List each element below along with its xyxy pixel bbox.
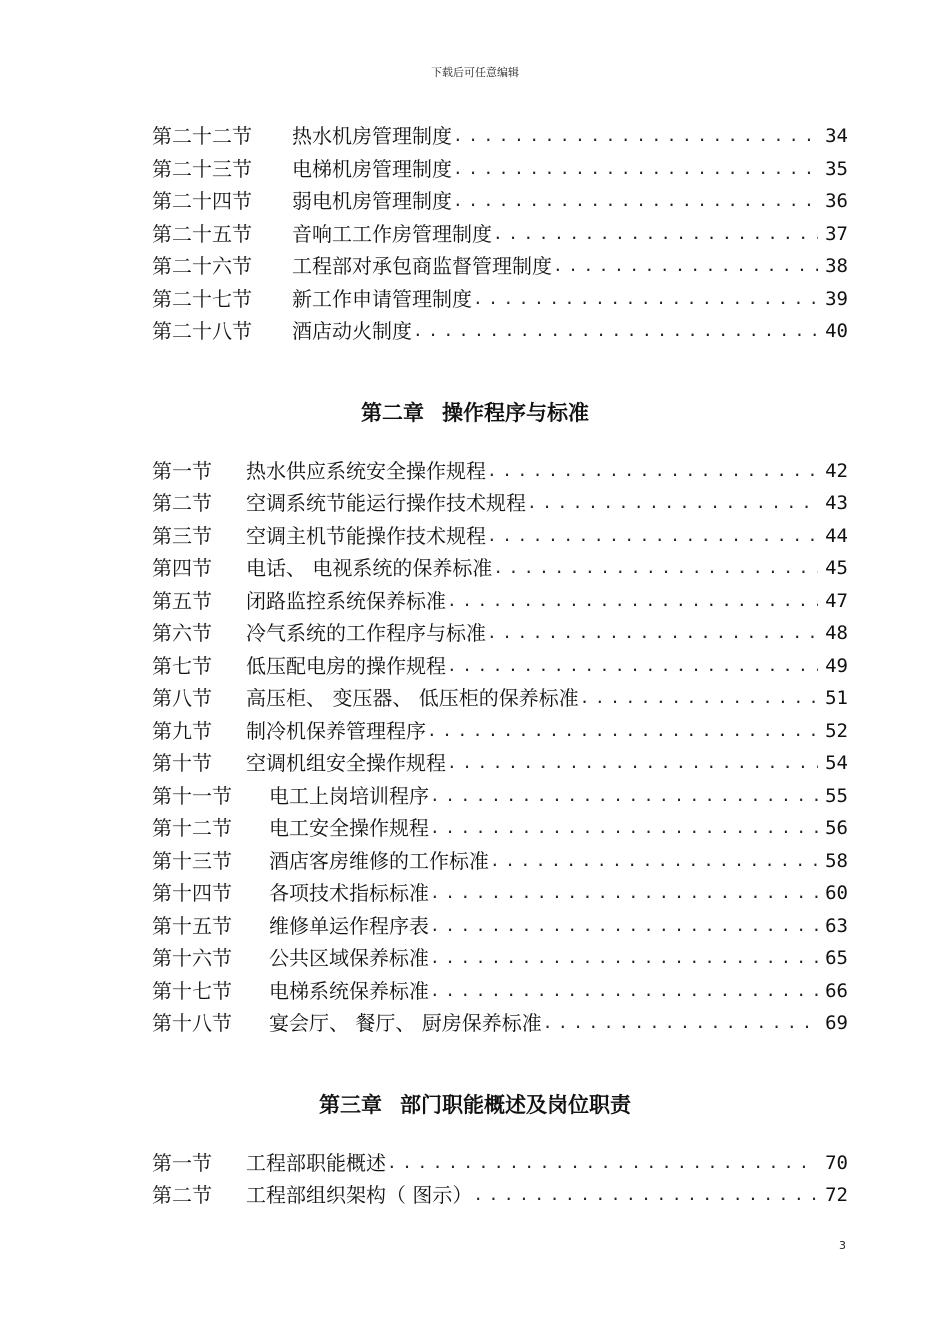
section-title: 工程部职能概述 (246, 1151, 386, 1175)
page-number: 38 (825, 255, 848, 277)
section-number: 第十三节 (152, 849, 232, 873)
dot-leader (386, 1149, 818, 1177)
section-title: 电话、 电视系统的保养标准 (246, 556, 493, 580)
toc-entry[interactable] (152, 122, 848, 150)
section-number: 第二十八节 (152, 319, 252, 343)
toc-entry[interactable] (152, 554, 848, 582)
dot-leader (492, 220, 818, 248)
toc-entry[interactable] (152, 587, 848, 615)
page-number: 56 (825, 817, 848, 839)
toc-entry[interactable] (152, 489, 848, 517)
section-number: 第十八节 (152, 1011, 232, 1035)
dot-leader (446, 652, 818, 680)
page-header: 下载后可任意编辑 (431, 66, 519, 79)
toc-entry[interactable] (152, 977, 848, 1005)
section-title: 公共区域保养标准 (269, 946, 429, 970)
section-number: 第六节 (152, 621, 212, 645)
page-number: 65 (825, 947, 848, 969)
section-number: 第十节 (152, 751, 212, 775)
page-number: 42 (825, 460, 848, 482)
section-title: 热水机房管理制度 (292, 124, 452, 148)
toc-entry[interactable] (152, 912, 848, 940)
section-title: 空调机组安全操作规程 (246, 751, 446, 775)
section-title: 空调主机节能操作技术规程 (246, 524, 486, 548)
page-number: 36 (825, 190, 848, 212)
toc-entry[interactable] (152, 814, 848, 842)
page-number: 43 (825, 492, 848, 514)
page-number: 39 (825, 288, 848, 310)
section-number: 第九节 (152, 719, 212, 743)
dot-leader (486, 457, 818, 485)
page-number: 34 (825, 125, 848, 147)
page-number: 44 (825, 525, 848, 547)
section-number: 第二十五节 (152, 222, 252, 246)
toc-entry[interactable] (152, 285, 848, 313)
section-title: 电梯机房管理制度 (292, 157, 452, 181)
toc-entry[interactable] (152, 155, 848, 183)
section-title: 酒店动火制度 (292, 319, 412, 343)
page-number: 51 (825, 687, 848, 709)
section-title: 电梯系统保养标准 (269, 979, 429, 1003)
toc-entry[interactable] (152, 522, 848, 550)
section-number: 第四节 (152, 556, 212, 580)
section-number: 第二十七节 (152, 287, 252, 311)
dot-leader (429, 912, 818, 940)
section-number: 第七节 (152, 654, 212, 678)
dot-leader (429, 977, 818, 1005)
page-number: 47 (825, 590, 848, 612)
section-number: 第五节 (152, 589, 212, 613)
section-number: 第二十二节 (152, 124, 252, 148)
dot-leader (429, 814, 818, 842)
page-number: 70 (825, 1152, 848, 1174)
page-number: 45 (825, 557, 848, 579)
page-number: 63 (825, 915, 848, 937)
page-number: 37 (825, 223, 848, 245)
section-number: 第二十四节 (152, 189, 252, 213)
dot-leader (486, 619, 818, 647)
section-number: 第一节 (152, 459, 212, 483)
section-title: 弱电机房管理制度 (292, 189, 452, 213)
section-title: 酒店客房维修的工作标准 (269, 849, 489, 873)
section-title: 空调系统节能运行操作技术规程 (246, 491, 526, 515)
chapter-heading (0, 398, 950, 428)
section-number: 第十二节 (152, 816, 232, 840)
page-number: 69 (825, 1012, 848, 1034)
dot-leader (526, 489, 818, 517)
section-title: 音响工工作房管理制度 (292, 222, 492, 246)
dot-leader (429, 879, 818, 907)
section-title: 维修单运作程序表 (269, 914, 429, 938)
chapter-title: 操作程序与标准 (442, 401, 589, 425)
toc-entry[interactable] (152, 879, 848, 907)
section-number: 第十四节 (152, 881, 232, 905)
section-title: 电工上岗培训程序 (269, 784, 429, 808)
chapter-number: 第二章 (361, 401, 424, 425)
toc-entry[interactable] (152, 1149, 848, 1177)
toc-entry[interactable] (152, 187, 848, 215)
page-number: 48 (825, 622, 848, 644)
section-title: 新工作申请管理制度 (292, 287, 472, 311)
page-number: 55 (825, 785, 848, 807)
section-number: 第二十六节 (152, 254, 252, 278)
dot-leader (486, 522, 818, 550)
section-title: 制冷机保养管理程序 (246, 719, 426, 743)
page-number: 52 (825, 720, 848, 742)
page-number: 58 (825, 850, 848, 872)
section-title: 低压配电房的操作规程 (246, 654, 446, 678)
section-title: 冷气系统的工作程序与标准 (246, 621, 486, 645)
section-number: 第十六节 (152, 946, 232, 970)
page-number: 49 (825, 655, 848, 677)
dot-leader (446, 749, 818, 777)
toc-entry[interactable] (152, 220, 848, 248)
dot-leader (452, 187, 818, 215)
dot-leader (472, 1181, 818, 1209)
section-number: 第十一节 (152, 784, 232, 808)
toc-entry[interactable] (152, 457, 848, 485)
section-number: 第十七节 (152, 979, 232, 1003)
chapter-number: 第三章 (319, 1093, 382, 1117)
dot-leader (429, 782, 818, 810)
toc-entry[interactable] (152, 1181, 848, 1209)
dot-leader (489, 847, 818, 875)
toc-entry[interactable] (152, 652, 848, 680)
toc-entry[interactable] (152, 944, 848, 972)
toc-entry[interactable] (152, 317, 848, 345)
dot-leader (452, 122, 818, 150)
page-number: 40 (825, 320, 848, 342)
dot-leader (552, 252, 818, 280)
toc-entry[interactable] (152, 847, 848, 875)
dot-leader (472, 285, 818, 313)
dot-leader (579, 684, 818, 712)
toc-entry[interactable] (152, 782, 848, 810)
toc-entry[interactable] (152, 684, 848, 712)
page-footer-number: 3 (839, 1239, 846, 1252)
section-title: 电工安全操作规程 (269, 816, 429, 840)
section-title: 高压柜、 变压器、 低压柜的保养标准 (246, 686, 579, 710)
toc-entry[interactable] (152, 717, 848, 745)
toc-entry[interactable] (152, 619, 848, 647)
dot-leader (426, 717, 818, 745)
section-title: 闭路监控系统保养标准 (246, 589, 446, 613)
section-number: 第三节 (152, 524, 212, 548)
page-number: 72 (825, 1184, 848, 1206)
dot-leader (412, 317, 818, 345)
dot-leader (542, 1009, 818, 1037)
toc-entry[interactable] (152, 749, 848, 777)
section-title: 工程部组织架构（ 图示） (246, 1183, 473, 1207)
dot-leader (452, 155, 818, 183)
dot-leader (446, 587, 818, 615)
page-number: 66 (825, 980, 848, 1002)
section-number: 第一节 (152, 1151, 212, 1175)
chapter-heading (0, 1090, 950, 1120)
dot-leader (492, 554, 818, 582)
page-number: 35 (825, 158, 848, 180)
chapter-title: 部门职能概述及岗位职责 (400, 1093, 631, 1117)
toc-entry[interactable] (152, 252, 848, 280)
section-title: 工程部对承包商监督管理制度 (292, 254, 552, 278)
section-number: 第二节 (152, 491, 212, 515)
dot-leader (429, 944, 818, 972)
section-number: 第十五节 (152, 914, 232, 938)
section-title: 热水供应系统安全操作规程 (246, 459, 486, 483)
section-number: 第二节 (152, 1183, 212, 1207)
page-number: 60 (825, 882, 848, 904)
section-number: 第二十三节 (152, 157, 252, 181)
section-title: 各项技术指标标准 (269, 881, 429, 905)
page-number: 54 (825, 752, 848, 774)
section-title: 宴会厅、 餐厅、 厨房保养标准 (269, 1011, 542, 1035)
section-number: 第八节 (152, 686, 212, 710)
toc-entry[interactable] (152, 1009, 848, 1037)
